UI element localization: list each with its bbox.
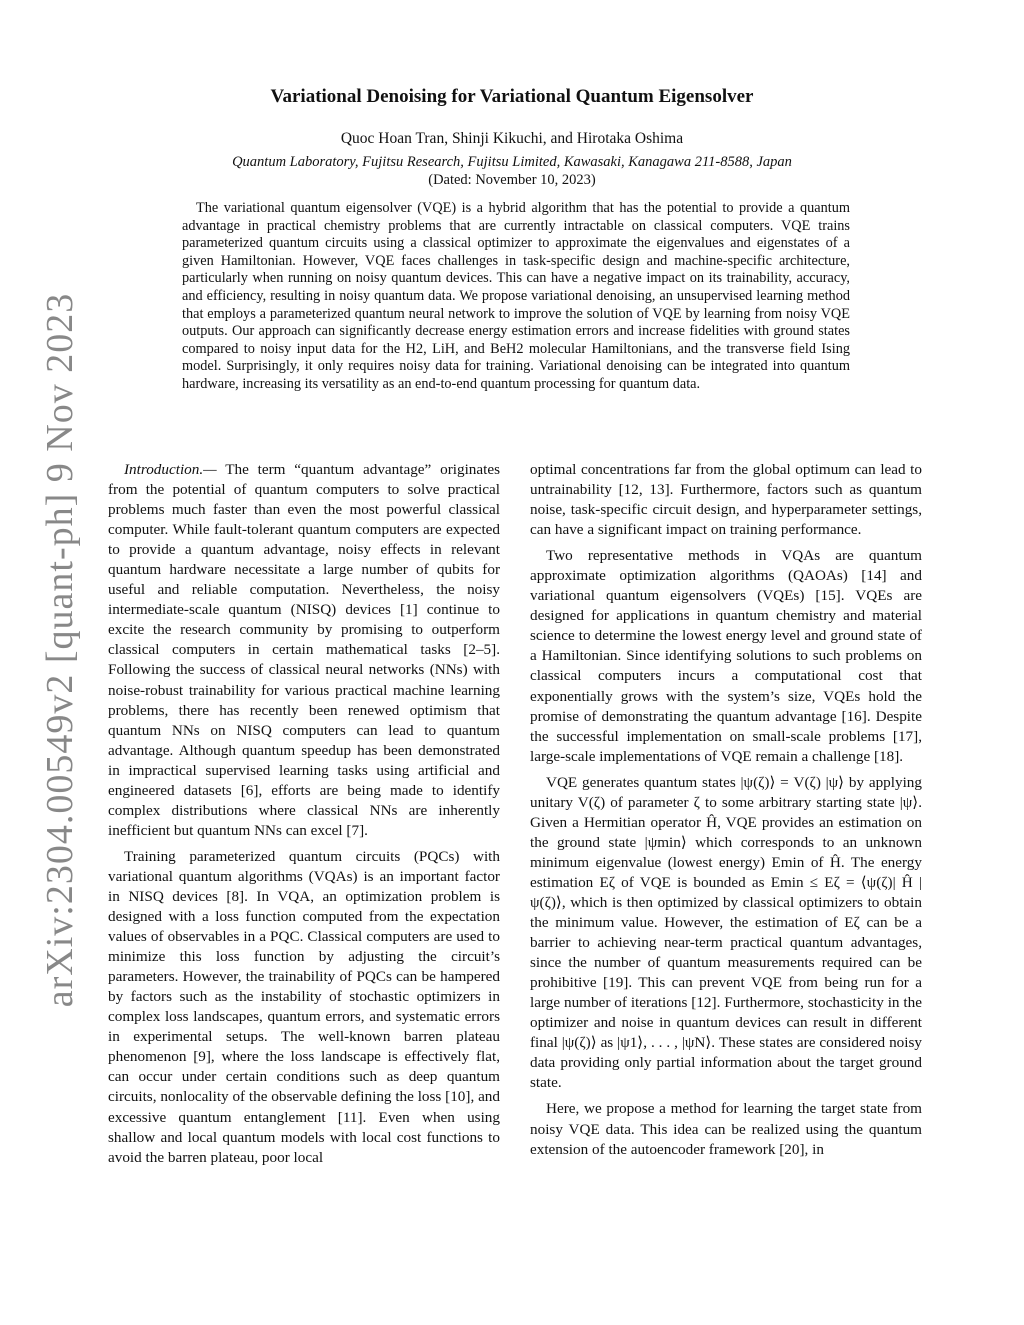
arxiv-sidebar: [39, 292, 81, 1008]
paragraph-vqe-states: VQE generates quantum states |ψ(ζ)⟩ = V(ζ) |ψ⟩ by applying unitary V(ζ) of parameter ζ to some arbitrary starting state |ψ⟩. Given a Hermitian operator Ĥ, VQE provides an estimation on the ground state |ψmin⟩ which corresponds to an unknown minimum eigenvalue (lowest energy) Emin of Ĥ. The energy estimation Eζ of VQE is bounded as Emin ≤ Eζ = ⟨ψ(ζ)| Ĥ |ψ(ζ)⟩, which is then optimized by classical optimizers to obtain the minimum value. However, the estimation of Eζ can be a barrier to achieving near-term practical quantum advantages, since the number of quantum measurements required can be prohibitive [19]. This can prevent VQE from being run for a large number of iterations [12]. Furthermore, stochasticity in the optimizer and noise in quantum devices can result in different final |ψ(ζ)⟩ as |ψ1⟩, . . . , |ψN⟩. These states are considered noisy data providing only partial information about the target ground state.: [530, 773, 922, 1092]
intro-heading: Introduction.—: [124, 461, 217, 478]
paragraph-vqa-methods: Two representative methods in VQAs are quantum approximate optimization algorithms (QAOAs) [14] and variational quantum eigensolvers (VQEs) [15]. VQEs are designed for applications in quantum chemistry and material science to determine the lowest energy level and ground state of a Hamiltonian. Since identifying solutions to such problems on classical computers incurs a computational cost that exponentially grows with the system’s size, VQEs hold the promise of demonstrating the quantum advantage [16]. Despite the successful implementation on small-scale problems [17], large-scale implementations of VQE remain a challenge [18].: [530, 547, 922, 765]
right-column: [530, 460, 922, 1160]
author-list: [0, 130, 1024, 148]
paragraph-continued: optimal concentrations far from the global optimum can lead to untrainability [12, 13]. Furthermore, factors such as quantum noise, task-specific circuit design, and hyperparameter settings, can have a significant impact on training performance.: [530, 461, 922, 539]
authors-text: Quoc Hoan Tran, Shinji Kikuchi, and Hirotaka Oshima: [340, 130, 684, 147]
paragraph-proposal: Here, we propose a method for learning the target state from noisy VQE data. This idea can be realized using the quantum extension of the autoencoder framework [20], in: [530, 1100, 922, 1158]
affiliation-text: Quantum Laboratory, Fujitsu Research, Fujitsu Limited, Kawasaki, Kanagawa 211-8588, Japan: [232, 154, 792, 170]
paper-title: Variational Denoising for Variational Quantum Eigensolver: [270, 86, 754, 107]
left-column: [108, 460, 500, 1168]
intro-paragraph: [108, 460, 500, 841]
date-line: (Dated: November 10, 2023): [428, 172, 596, 188]
affiliation: [0, 154, 1024, 171]
arxiv-identifier: arXiv:2304.00549v2 [quant-ph] 9 Nov 2023: [39, 292, 81, 1008]
intro-text: The term “quantum advantage” originates from the potential of quantum computers to solve practical problems much faster than even the most powerful classical computer. While fault-tolerant quantum computers are expected to provide a quantum advantage, noisy effects in relevant quantum hardware necessitate a large number of qubits for useful and reliable computation. Nevertheless, the noisy intermediate-scale quantum (NISQ) devices [1] continue to excite the research community by promising to outperform classical computers in certain mathematical tasks [2–5]. Following the success of classical neural networks (NNs) with noise-robust trainability for various practical machine learning problems, there has recently been renewed optimism that quantum NNs on NISQ computers can lead to quantum advantage. Although quantum speedup has been demonstrated in impractical supervised learning tasks using artificial and engineered datasets [6], efforts are being made to identify complex distributions where classical NNs are inherently inefficient but quantum NNs can excel [7].: [108, 461, 500, 839]
abstract: The variational quantum eigensolver (VQE) is a hybrid algorithm that has the potential to provide a quantum advantage in practical chemistry problems that are currently intractable on classical computers. VQE trains parameterized quantum circuits using a classical optimizer to approximate the eigenvalues and eigenstates of a given Hamiltonian. However, VQE faces challenges in task-specific design and machine-specific architecture, particularly when running on noisy quantum devices. This can have a negative impact on its trainability, accuracy, and efficiency, resulting in noisy quantum data. We propose variational denoising, an unsupervised learning method that employs a parameterized quantum neural network to improve the solution of VQE by learning from noisy VQE outputs. Our approach can significantly decrease energy estimation errors and increase fidelities with ground states compared to noisy input data for the H2, LiH, and BeH2 molecular Hamiltonians, and the transverse field Ising model. Surprisingly, it only requires noisy data for training. Variational denoising can be integrated into quantum hardware, increasing its versatility as an end-to-end quantum processing for quantum data.: [182, 200, 850, 392]
paragraph-pqc: Training parameterized quantum circuits (PQCs) with variational quantum algorithms (VQAs) is an important factor in NISQ devices [8]. In VQA, an optimization problem is designed with a loss function computed from the expectation values of observables in a PQC. Classical computers are used to minimize this loss function by adjusting the circuit’s parameters. However, the trainability of PQCs can be hampered by factors such as the instability of stochastic optimizers in complex loss landscapes, quantum errors, and systematic errors in experimental setups. The well-known barren plateau phenomenon [9], where the loss landscape is effectively flat, can occur under certain conditions such as deep quantum circuits, nonlocality of the observable defining the loss [10], and excessive quantum entanglement [11]. Even when using shallow and local quantum models with local cost functions to avoid the barren plateau, poor local: [108, 847, 500, 1166]
